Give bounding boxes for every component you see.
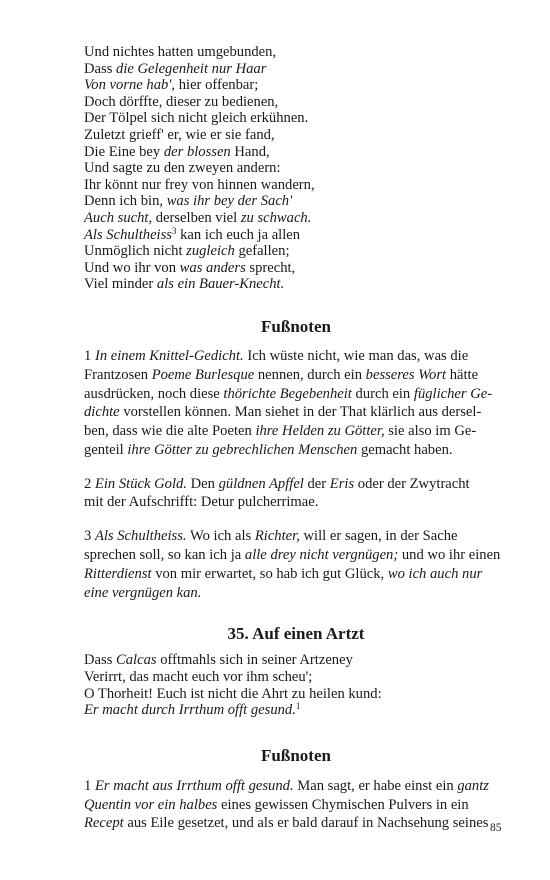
text-run: nennen, durch ein [254,366,366,383]
text-run: 1 [84,777,95,794]
italic-text: wo ich auch nur [387,565,483,582]
text-run: vorstellen können. Man siehet in der That klärlich aus dersel- [119,404,482,421]
text-run: O Thorheit! Euch ist nicht die Ahrt zu heilen kund: [84,685,382,702]
text-run: hätte [446,366,479,383]
italic-text: Quentin vor ein halbes [84,796,218,813]
italic-text: besseres Wort [365,366,447,383]
text-run: genteil [84,441,128,458]
text-run: Und nichtes hatten umgebunden, [84,44,277,60]
italic-text: Poeme Burlesque [151,366,255,383]
text-run: kan ich euch ja allen [176,226,301,243]
text-run: sprechen soll, so kan ich ja [84,547,245,564]
italic-text: Recept [84,815,124,832]
italic-text: Calcas [116,652,157,669]
verse-line [84,652,508,669]
text-run: Man sagt, er habe einst ein [293,777,458,794]
italic-text: eine vergnügen kan. [84,584,202,601]
text-run: oder der Zwytracht [354,475,470,492]
italic-text: dichte [84,404,120,421]
italic-text: ihre Götter zu gebrechlichen Menschen [127,441,358,458]
footnote-line [84,584,508,603]
text-run: Denn ich bin, [84,193,167,210]
italic-text: Richter, [254,528,300,545]
text-run: durch ein [351,385,414,402]
text-run: mit der Aufschrifft: Detur pulcherrimae. [84,494,319,511]
verse-line [84,44,508,61]
verse-line [84,210,508,227]
text-run: Dass [84,652,117,669]
text-run: Wo ich als [186,528,255,545]
italic-text: ihre Helden zu Götter, [255,423,385,440]
verse-line [84,276,508,293]
italic-text: alle drey nicht vergnügen; [244,547,399,564]
italic-text: füglicher Ge- [413,385,493,402]
text-run: 1 [84,347,95,364]
italic-text: Er macht durch Irrthum offt gesund. [84,702,296,719]
text-run: ben, dass wie die alte Poeten [84,423,256,440]
italic-text: als ein Bauer-Knecht. [156,276,285,293]
footnote-line [84,777,508,796]
footnote [84,475,508,513]
italic-text: Auch sucht, [84,209,153,226]
footnote-reference: 3 [171,225,177,236]
verse-line [84,177,508,194]
text-run: offtmahls sich in seiner Artzeney [156,652,353,669]
footnote-line [84,385,508,404]
text-run: der [303,475,330,492]
verse-line [84,702,508,719]
italic-text: Von vorne hab', [84,77,176,94]
italic-text: zu schwach. [240,209,312,226]
footnote-line [84,527,508,546]
footnote-line [84,347,508,366]
verse-line [84,243,508,260]
text-run: Ihr könnt nur frey von hinnen wandern, [84,176,315,193]
text-run: Dass [84,60,117,77]
italic-text: Als Schultheiss [84,226,172,243]
page-body [84,44,508,833]
italic-text: zugleich [186,243,235,260]
italic-text: gantz [457,777,489,794]
italic-text: thörichte Begebenheit [223,385,352,402]
footnote-reference: 1 [295,701,301,712]
italic-text: der blossen [163,143,231,160]
footnote-line [84,475,508,494]
footnote-line [84,493,508,512]
footnote-line [84,403,508,422]
verse-line [84,260,508,277]
italic-text: was ihr bey der Sach' [166,193,293,210]
text-run: sie also im Ge- [384,423,477,440]
page-number: 85 [490,822,502,834]
text-run: Zuletzt grieff' er, wie er sie fand, [84,126,275,143]
text-run: Und wo ihr von [84,259,180,276]
italic-text: In einem Knittel-Gedicht. [94,347,244,364]
italic-text: güldnen Apffel [218,475,304,492]
text-run: Und sagte zu den zweyen andern: [84,160,281,177]
verse-line [84,110,508,127]
footnote-line [84,796,508,815]
footnote-line [84,441,508,460]
text-run: Viel minder [84,276,157,293]
verse-line [84,61,508,78]
text-run: von mir erwartet, so hab ich gut Glück, [151,565,388,582]
text-run: will er sagen, in der Sache [299,528,458,545]
footnotes-block-2 [84,777,508,833]
verse-line [84,160,508,177]
text-run: ausdrücken, noch diese [84,385,224,402]
text-run: Frantzosen [84,366,152,383]
italic-text: Als Schultheiss. [94,528,187,545]
footnote-line [84,814,508,833]
text-run: 3 [84,528,95,545]
verse-line [84,127,508,144]
italic-text: was anders [179,259,246,276]
text-run: Den [186,475,219,492]
italic-text: Ritterdienst [84,565,152,582]
footnotes-heading-1: Fußnoten [261,316,331,336]
italic-text: die Gelegenheit nur Haar [116,60,267,77]
text-run: sprecht, [245,259,296,276]
text-run: eines gewissen Chymischen Pulvers in ein [217,796,469,813]
text-run: 2 [84,475,95,492]
text-run: Die Eine bey [84,143,164,160]
text-run: Doch dörffte, dieser zu bedienen, [84,93,279,110]
verse-line [84,669,508,686]
italic-text: Eris [329,475,355,492]
verse-line [84,94,508,111]
text-run: und wo ihr einen [398,547,501,564]
text-run: Ich wüste nicht, wie man das, was die [243,347,469,364]
text-run: gefallen; [234,243,290,260]
poem-stanza-2 [84,652,508,718]
footnote [84,347,508,460]
poem-stanza-1 [84,44,508,293]
footnotes-block-1 [84,347,508,603]
text-run: Verirrt, das macht euch vor ihm scheu'; [84,669,313,686]
italic-text: Ein Stück Gold. [94,475,187,492]
footnotes-heading-2: Fußnoten [261,745,331,765]
text-run: gemacht haben. [357,441,453,458]
verse-line [84,144,508,161]
poem-title-35: 35. Auf einen Artzt [227,624,365,644]
text-run: aus Eile gesetzet, und als er bald darauf in Nachsehung seines [123,815,489,832]
text-run: Unmöglich nicht [84,243,187,260]
text-run: derselben viel [152,209,241,226]
footnote-line [84,422,508,441]
footnote-line [84,366,508,385]
footnote [84,777,508,833]
verse-line [84,77,508,94]
text-run: Hand, [230,143,270,160]
italic-text: Er macht aus Irrthum offt gesund. [94,777,294,794]
verse-line [84,193,508,210]
footnote-line [84,546,508,565]
verse-line [84,686,508,703]
footnote-line [84,565,508,584]
verse-line [84,227,508,244]
footnote [84,527,508,602]
text-run: hier offenbar; [175,77,259,94]
text-run: Der Tölpel sich nicht gleich erkühnen. [84,110,309,127]
